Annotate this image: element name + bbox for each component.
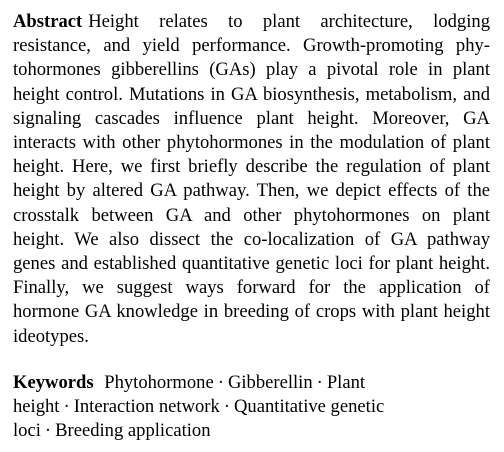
keyword-item: Phytohormone [104,371,214,393]
keyword-item: Quantitative genetic loci [13,396,385,442]
abstract-text: Height relates to plant architecture, lodging resistance, and yield performance. Growth-promoting phytohormones gibberellins (GAs) play a pivotal role in plant height control. Mutations in GA biosynthesis, metabolism, and signaling cascades influence plant height. Moreover, GA interacts with other phytohormones in the modulation of plant height. Here, we first briefly describe the regulation of plant height by altered GA pathway. Then, we depict effects of the crosstalk between GA and other phytohormones on plant height. We also dissect the co-localization of GA pathway genes and established quantitative genetic loci for plant height. Finally, we suggest ways forward for the application of hormone GA knowledge in breeding of crops with plant height ideotypes. [13,11,490,347]
keyword-separator: · [63,396,70,418]
keywords-section [13,371,490,444]
keyword-separator: · [217,371,224,393]
keyword-separator: · [316,371,323,393]
keyword-separator: · [223,396,230,418]
abstract-heading: Abstract [13,11,83,32]
abstract-section [13,10,490,349]
keyword-item: Plant height [13,371,366,418]
keyword-item: Interaction network [73,396,220,418]
keyword-item: Breeding application [55,420,211,442]
keywords-heading: Keywords [13,371,94,393]
keyword-separator: · [44,420,52,442]
keyword-item: Gibberellin [227,371,313,393]
